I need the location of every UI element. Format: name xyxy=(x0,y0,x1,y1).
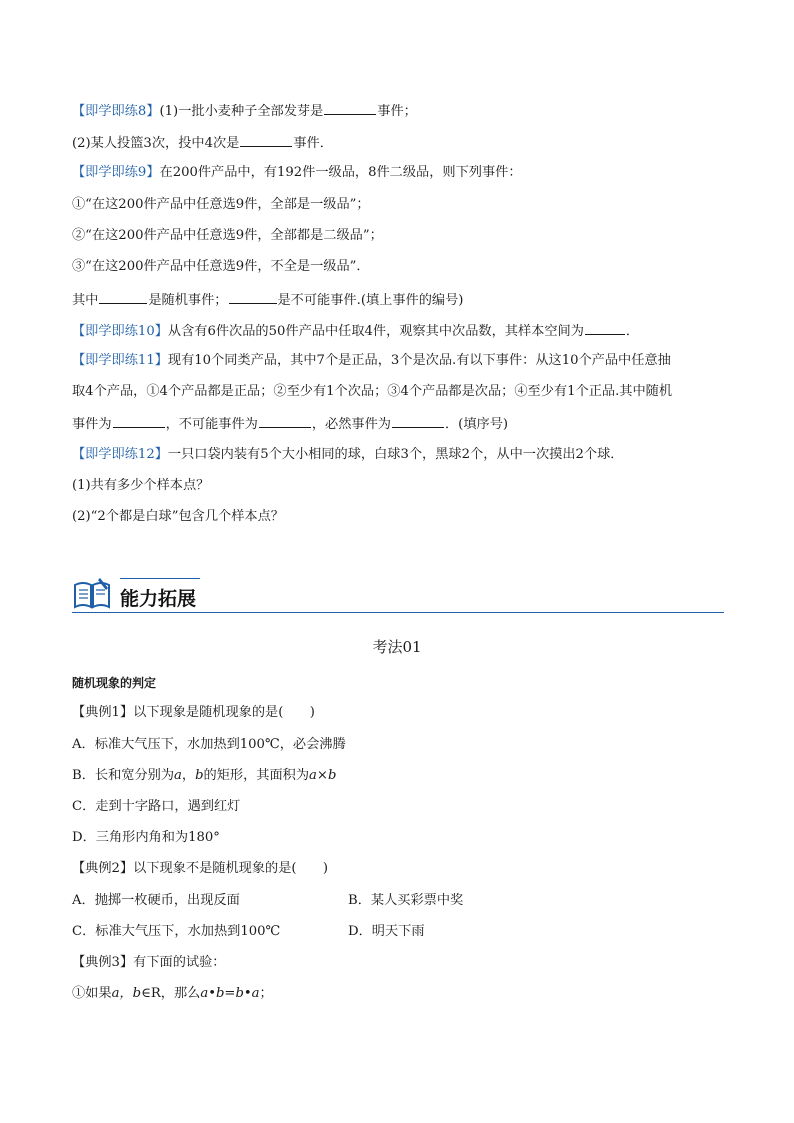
example-2-option-d: D．明天下雨 xyxy=(348,924,425,939)
section-rule-top xyxy=(120,578,200,579)
exercise-12-q1: (1)共有多少个样本点？ xyxy=(72,478,210,493)
example-2-stem: 【典例2】以下现象不是随机现象的是( ) xyxy=(72,861,329,876)
answer-blank xyxy=(99,290,147,304)
example-1-stem: 【典例1】以下现象是随机现象的是( ) xyxy=(72,705,315,720)
exercise-9-event-3: ③“在这200件产品中任意选9件，不全是一级品”． xyxy=(72,259,370,274)
exercise-8-q2: (2)某人投篮3次，投中4次是 事件． xyxy=(72,133,333,153)
exercise-8-q1: 【即学即练8】(1)一批小麦种子全部发芽是 事件； xyxy=(72,101,417,121)
exercise-11-line-1: 【即学即练11】现有10个同类产品，其中7个是正品，3个是次品.有以下事件：从这10个产品中任意抽 xyxy=(72,353,671,368)
exercise-tag: 【即学即练10】 xyxy=(72,324,168,339)
exercise-tag: 【即学即练11】 xyxy=(72,353,168,368)
example-1-option-d: D．三角形内角和为180° xyxy=(72,830,220,845)
exercise-tag: 【即学即练8】 xyxy=(72,104,160,119)
open-book-icon xyxy=(72,576,112,612)
exercise-9-event-1: ①“在这200件产品中任意选9件，全部是一级品”； xyxy=(72,197,370,212)
exercise-10: 【即学即练10】从含有6件次品的50件产品中任取4件，观察其中次品数，其样本空间为 ． xyxy=(72,321,639,341)
example-1-option-c: C．走到十字路口，遇到红灯 xyxy=(72,799,241,814)
exercise-tag: 【即学即练12】 xyxy=(72,447,168,462)
answer-blank xyxy=(229,290,277,304)
exercise-11-line-2: 取4个产品，①4个产品都是正品；②至少有1个次品；③4个产品都是次品；④至少有1个正品.其中随机 xyxy=(72,384,673,399)
example-2-option-a: A．抛掷一枚硬币，出现反面 xyxy=(72,893,240,908)
section-title: 能力拓展 xyxy=(120,588,197,610)
example-tag: 【典例2】 xyxy=(72,861,134,876)
exercise-tag: 【即学即练9】 xyxy=(72,165,160,180)
exercise-9-event-2: ②“在这200件产品中任意选9件，全部都是二级品”； xyxy=(72,228,383,243)
answer-blank xyxy=(240,133,292,147)
exercise-12-stem: 【即学即练12】一只口袋内装有5个大小相同的球，白球3个，黑球2个，从中一次摸出2个球． xyxy=(72,447,624,462)
answer-blank xyxy=(392,414,444,428)
exercise-9-answer: 其中 是随机事件； 是不可能事件.(填上事件的编号) xyxy=(72,290,463,310)
example-1-option-a: A．标准大气压下，水加热到100℃，必会沸腾 xyxy=(72,737,346,752)
section-divider xyxy=(72,612,724,613)
exercise-9-stem: 【即学即练9】在200件产品中，有192件一级品，8件二级品，则下列事件： xyxy=(72,165,522,180)
answer-blank xyxy=(585,321,625,335)
example-3-item-1: ①如果a，b∈R，那么a•b=b•a； xyxy=(72,986,273,1001)
exercise-12-q2: (2)“2个都是白球”包含几个样本点？ xyxy=(72,509,284,524)
example-1-option-b: B．长和宽分别为a，b的矩形，其面积为a×b xyxy=(72,768,337,783)
example-2-option-b: B．某人买彩票中奖 xyxy=(348,893,464,908)
method-title: 考法01 xyxy=(372,638,422,656)
exercise-11-line-3: 事件为 ，不可能事件为 ，必然事件为 ．(填序号) xyxy=(72,414,508,434)
section-header xyxy=(72,574,724,614)
example-2-option-c: C．标准大气压下，水加热到100℃ xyxy=(72,924,281,939)
example-3-stem: 【典例3】有下面的试验： xyxy=(72,955,226,970)
answer-blank xyxy=(259,414,311,428)
answer-blank xyxy=(324,101,376,115)
example-tag: 【典例3】 xyxy=(72,955,134,970)
example-tag: 【典例1】 xyxy=(72,705,134,720)
method-subtitle: 随机现象的判定 xyxy=(72,676,157,690)
answer-blank xyxy=(113,414,165,428)
